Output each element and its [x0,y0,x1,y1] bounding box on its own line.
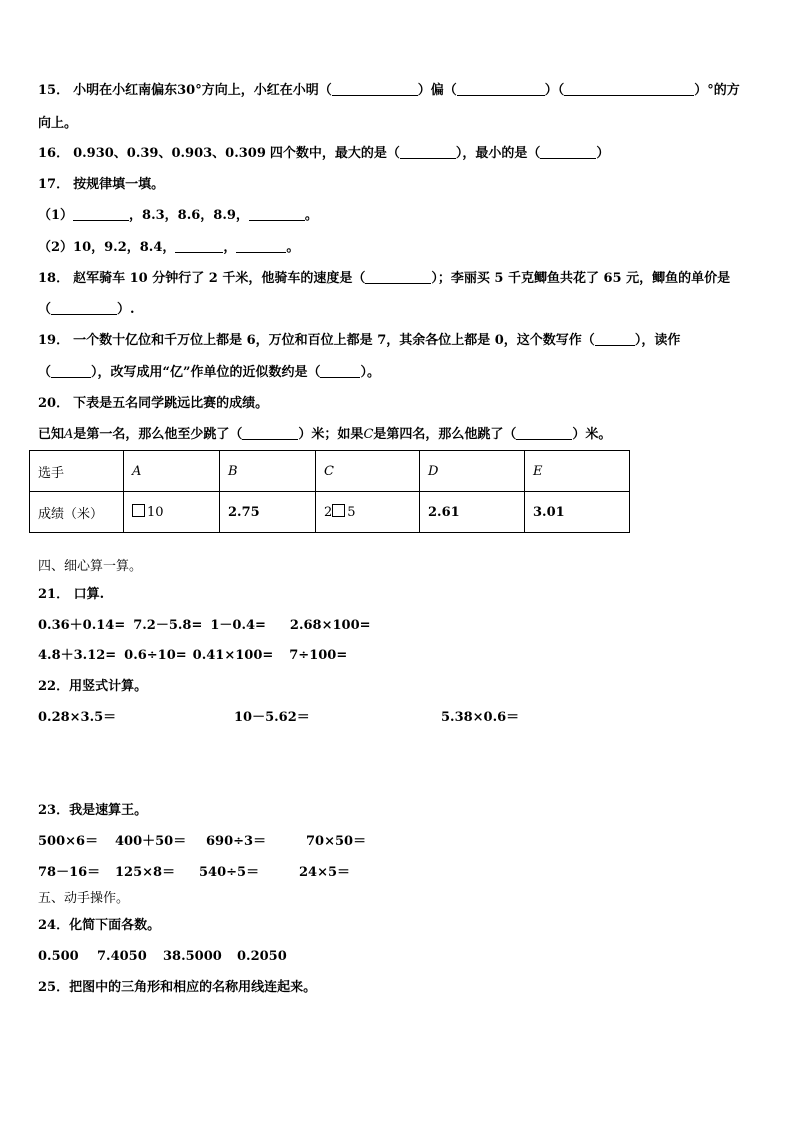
math-item: 4.8＋3.12= [38,648,117,663]
answer-blank[interactable] [242,427,298,440]
table-cell-d: 2.61 [420,492,525,533]
answer-blank[interactable] [400,146,456,159]
math-item: 7÷100= [289,648,348,663]
math-item: 0.2050 [237,949,287,964]
answer-blank[interactable] [175,240,223,253]
answer-blank[interactable] [457,83,545,96]
section-heading-4: 四、细心算一算。 [38,559,143,574]
question-22-title: 22．用竖式计算。 [38,679,148,694]
answer-blank[interactable] [51,302,117,315]
table-header: C [316,451,420,492]
table-header: B [220,451,316,492]
math-item: 70×50＝ [306,834,367,849]
table-row-label: 成绩（米） [30,492,124,533]
answer-blank[interactable] [516,427,572,440]
math-item: 0.36＋0.14= [38,618,126,633]
question-15-line-2: 向上。 [38,116,78,131]
math-item: 7.2－5.8= [133,618,203,633]
answer-blank[interactable] [564,83,694,96]
question-23-title: 23．我是速算王。 [38,803,148,818]
question-number: 19． [38,333,70,348]
table-cell-a: 10 [124,492,220,533]
missing-digit-box [332,504,345,517]
question-15-line-1: 15． 小明在小红南偏东30°方向上，小红在小明（ ）偏（ ）（ ）°的方 [38,83,740,98]
question-18-line-1: 18． 赵军骑车 10 分钟行了 2 千米，他骑车的速度是（ ）；李丽买 5 千克鲫鱼共花了 65 元，鲫鱼的单价是 [38,271,731,286]
math-item: 78－16＝ [38,865,101,880]
question-21-row-2 [38,648,347,664]
math-item: 125×8＝ [115,865,176,880]
question-17-part-2: （2）10，9.2，8.4， ， 。 [38,240,300,255]
math-item: 5.38×0.6＝ [441,710,520,725]
question-17-part-1: （1） ，8.3，8.6，8.9， 。 [38,208,318,223]
question-number: 15． [38,83,70,98]
math-item: 0.6÷10= [124,648,187,663]
math-item: 7.4050 [97,949,147,964]
math-item: 500×6＝ [38,834,99,849]
table-header: E [525,451,630,492]
math-item: 0.41×100= [192,648,274,663]
question-18-line-2: （ ）. [38,302,135,317]
math-item: 2.68×100= [289,618,371,633]
answer-blank[interactable] [51,365,91,378]
section-heading-5: 五、动手操作。 [38,891,130,906]
table-cell-b: 2.75 [220,492,316,533]
question-21-title: 21． 口算. [38,587,105,602]
question-19-line-1: 19． 一个数十亿位和千万位上都是 6，万位和百位上都是 7，其余各位上都是 0，这个数写作（ ），读作 [38,333,681,348]
answer-blank[interactable] [540,146,596,159]
table-header-row [30,451,630,492]
answer-blank[interactable] [320,365,360,378]
math-item: 0.500 [38,949,79,964]
answer-blank[interactable] [249,208,305,221]
table-header: 选手 [30,451,124,492]
answer-blank[interactable] [365,271,431,284]
table-row [30,492,630,533]
math-item: 1－0.4= [210,618,266,633]
table-cell-e: 3.01 [525,492,630,533]
math-item: 38.5000 [163,949,222,964]
question-17-title: 17． 按规律填一填。 [38,177,165,192]
answer-blank[interactable] [73,208,129,221]
answer-blank[interactable] [332,83,418,96]
math-item: 690÷3＝ [206,834,267,849]
question-16: 16． 0.930、0.39、0.903、0.309 四个数中，最大的是（ ），最小的是（ ） [38,146,610,161]
table-cell-c: 2 5 [316,492,420,533]
table-header: A [124,451,220,492]
question-21-row-1 [38,618,371,634]
math-item: 24×5＝ [299,865,351,880]
answer-blank[interactable] [595,333,635,346]
missing-digit-box [132,504,145,517]
question-25-title: 25．把图中的三角形和相应的名称用线连起来。 [38,980,317,995]
math-item: 10－5.62＝ [234,710,310,725]
question-24-title: 24．化简下面各数。 [38,918,161,933]
question-20-prompt: 已知A是第一名，那么他至少跳了（ ）米；如果C是第四名，那么他跳了（ ）米。 [38,427,612,442]
long-jump-score-table [29,450,630,533]
math-item: 540÷5＝ [199,865,260,880]
question-number: 16． [38,146,70,161]
math-item: 0.28×3.5＝ [38,710,117,725]
question-number: 18． [38,271,70,286]
math-item: 400＋50＝ [115,834,187,849]
table-header: D [420,451,525,492]
question-19-line-2: （ ），改写成用“亿”作单位的近似数约是（ ）。 [38,365,380,380]
question-number: 17． [38,177,70,192]
answer-blank[interactable] [236,240,286,253]
question-20-title: 20． 下表是五名同学跳远比赛的成绩。 [38,396,269,411]
question-number: 20． [38,396,70,411]
